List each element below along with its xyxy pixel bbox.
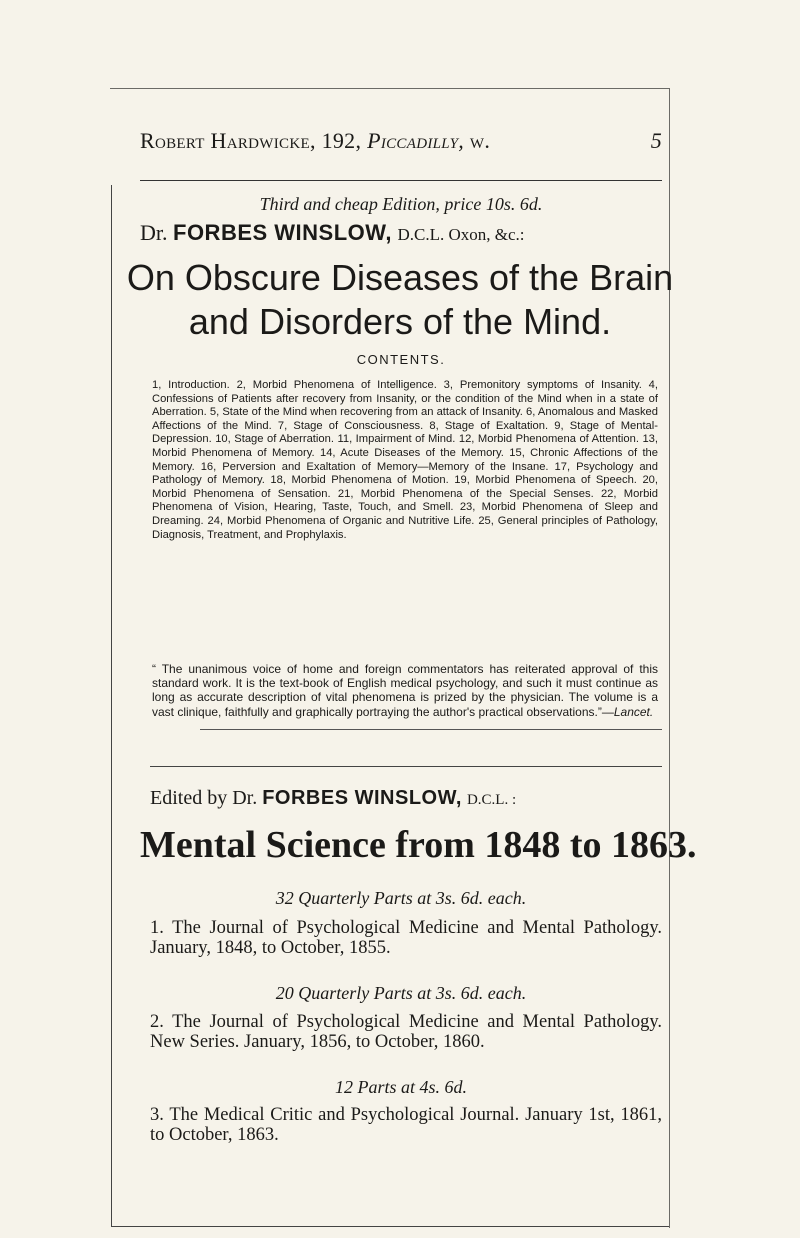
page-number: 5 bbox=[650, 128, 662, 153]
part-subheading: 32 Quarterly Parts at 3s. 6d. each. bbox=[275, 888, 527, 908]
book-title bbox=[100, 256, 700, 344]
edition-line: Third and cheap Edition, price 10s. 6d. bbox=[259, 194, 543, 214]
page-edge-top bbox=[110, 88, 670, 89]
part-description: 1. The Journal of Psychological Medicine and Mental Pathology. January, 1848, to October, 1855. bbox=[150, 918, 662, 958]
street-name: Piccadilly, bbox=[367, 128, 465, 153]
author-line bbox=[140, 220, 524, 246]
part-subheading: 12 Parts at 4s. 6d. bbox=[334, 1077, 467, 1097]
edited-prefix: Edited by Dr. bbox=[150, 787, 258, 809]
review-quote bbox=[152, 662, 658, 719]
author-prefix: Dr. bbox=[140, 220, 168, 245]
contents-heading: CONTENTS. bbox=[356, 352, 446, 367]
contents-list: 1, Introduction. 2, Morbid Phenomena of Intelligence. 3, Premonitory symptoms of Insanity. 4, Confessions of Patients after recovery from Insanity, or the condition of the Mind when in a state of Aberration. 5, State of the Mind when recovering from an attack of Insanity. 6, Anomalous and Masked Affections of the Mind. 7, Stage of Consciousness. 8, Stage of Exaltation. 9, Stage of Mental-Depression. 10, Stage of Aberration. 11, Impairment of Mind. 12, Morbid Phenomena of Attention. 13, Morbid Phenomena of Memory. 14, Acute Diseases of the Memory. 15, Chronic Affections of the Memory. 16, Perversion and Exaltation of Memory—Memory of the Insane. 17, Psychology and Pathology of Memory. 18, Morbid Phenomena of Motion. 19, Morbid Phenomena of Speech. 20, Morbid Phenomena of Sensation. 21, Morbid Phenomena of the Special Senses. 22, Morbid Phenomena of Vision, Hearing, Taste, Touch, and Smell. 23, Morbid Phenomena of Sleep and Dreaming. 24, Morbid Phenomena of Organic and Nutritive Life. 25, General principles of Pathology, Diagnosis, Treatment, and Prophylaxis. bbox=[152, 379, 658, 541]
publisher-line bbox=[140, 128, 490, 154]
part-description: 2. The Journal of Psychological Medicine and Mental Pathology. New Series. January, 1856, to October, 1860. bbox=[150, 1012, 662, 1052]
part-subheading: 20 Quarterly Parts at 3s. 6d. each. bbox=[275, 983, 527, 1003]
running-header bbox=[140, 128, 662, 154]
author-degree: D.C.L. Oxon, &c.: bbox=[397, 225, 525, 244]
part-description: 3. The Medical Critic and Psychological Journal. January 1st, 1861, to October, 1863. bbox=[150, 1105, 662, 1145]
editor-degree: D.C.L. : bbox=[466, 792, 517, 808]
district: w. bbox=[469, 128, 491, 153]
header-rule bbox=[140, 180, 662, 181]
book-title-line-2: and Disorders of the Mind. bbox=[188, 301, 612, 342]
series-title: Mental Science from 1848 to 1863. bbox=[140, 824, 697, 866]
review-source: Lancet. bbox=[613, 704, 654, 719]
bottom-border-rule bbox=[111, 1226, 669, 1227]
author-name: FORBES WINSLOW, bbox=[173, 220, 392, 245]
book-title-line-1: On Obscure Diseases of the Brain bbox=[126, 257, 674, 298]
address-number: 192, bbox=[321, 128, 362, 153]
section-divider-inner bbox=[200, 729, 662, 730]
editor-name: FORBES WINSLOW, bbox=[262, 787, 462, 809]
review-text: “ The unanimous voice of home and foreign commentators has reiterated approval of this standard work. It is the text-book of English medical psychology, and such it must continue as long as accurate description of vital phenomena is prized by the physician. The volume is a vast clinique, faithfully and graphically portraying the author's practical observations.”— bbox=[152, 662, 658, 719]
editor-line bbox=[150, 787, 516, 810]
publisher-name: Robert Hardwicke, bbox=[140, 128, 316, 153]
section-divider bbox=[150, 766, 662, 767]
